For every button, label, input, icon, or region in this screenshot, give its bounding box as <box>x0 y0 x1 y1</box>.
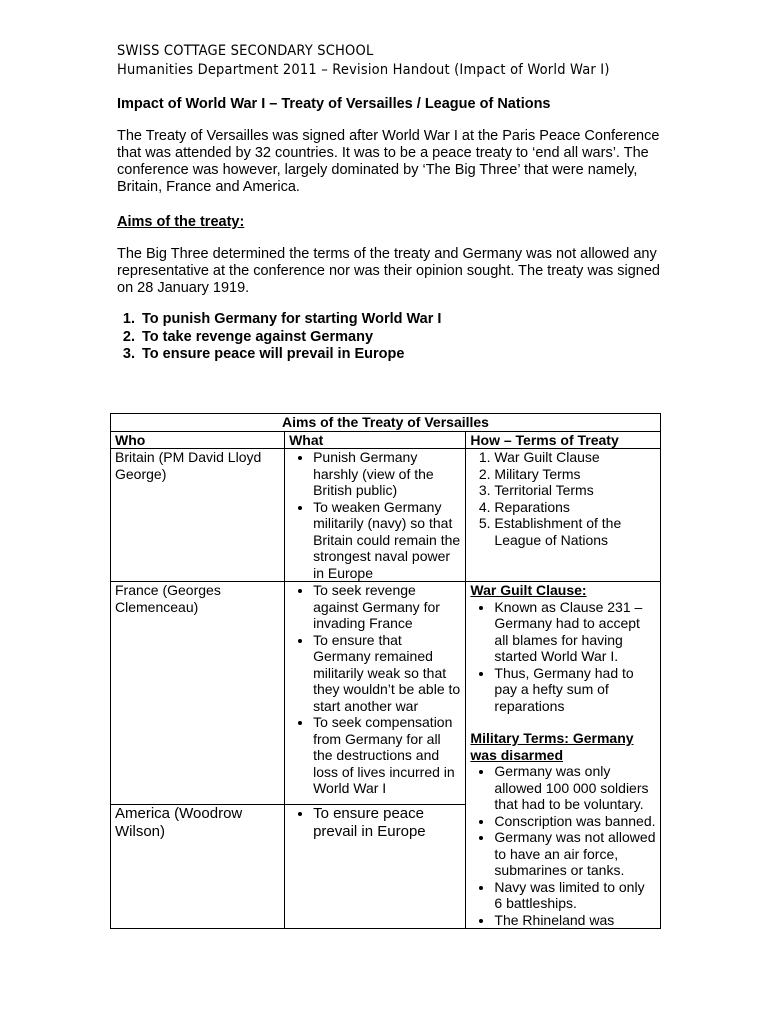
list-item: 4. Reparations <box>494 499 656 516</box>
table-caption: Aims of the Treaty of Versailles <box>111 414 661 432</box>
list-item: • Germany was not allowed to have an air force, submarines or tanks. <box>494 829 656 879</box>
table-row-france <box>111 582 661 805</box>
aims-heading: Aims of the treaty: <box>117 214 245 230</box>
aims-list <box>117 311 662 364</box>
page-title: Impact of World War I – Treaty of Versailles / League of Nations <box>117 96 551 112</box>
school-name: SWISS COTTAGE SECONDARY SCHOOL <box>117 43 374 59</box>
aim-item: 1. To punish Germany for starting World War I <box>139 311 662 329</box>
list-item: • Navy was limited to only 6 battleships. <box>494 879 656 912</box>
what-britain <box>285 449 466 582</box>
list-item: • To ensure that Germany remained militarily weak so that they wouldn’t be able to start another war <box>313 632 461 715</box>
war-guilt-heading: War Guilt Clause: <box>470 582 587 598</box>
aim-item: 3. To ensure peace will prevail in Europe <box>139 346 662 364</box>
intro-paragraph: The Treaty of Versailles was signed after World War I at the Paris Peace Conference that was attended by 32 countries. It was to be a peace treaty to ‘end all wars’. The conference was however, largely dominated by ‘The Big Three’ that were namely, Britain, France and America. <box>117 128 660 195</box>
what-america <box>285 805 466 929</box>
who-france: France (Georges Clemenceau) <box>111 582 285 805</box>
list-item: • Germany was only allowed 100 000 soldiers that had to be voluntary. <box>494 763 656 813</box>
aim-item: 2. To take revenge against Germany <box>139 329 662 347</box>
list-item: • The Rhineland was <box>494 912 656 929</box>
terms-details <box>466 582 661 929</box>
who-america: America (Woodrow Wilson) <box>111 805 285 929</box>
header-what: What <box>285 431 466 449</box>
document-page <box>117 42 662 364</box>
military-terms-heading: Military Terms: Germany was disarmed <box>470 730 634 763</box>
aims-table <box>110 413 661 929</box>
list-item: 1. War Guilt Clause <box>494 449 656 466</box>
list-item: • Punish Germany harshly (view of the British public) <box>313 449 461 499</box>
table-row-britain <box>111 449 661 582</box>
header-how: How – Terms of Treaty <box>466 431 661 449</box>
what-france <box>285 582 466 805</box>
list-item: • Thus, Germany had to pay a hefty sum of reparations <box>494 665 656 715</box>
list-item: • To ensure peace prevail in Europe <box>313 805 461 841</box>
list-item: • To weaken Germany militarily (navy) so that Britain could remain the strongest naval power in Europe <box>313 499 461 582</box>
aims-paragraph: The Big Three determined the terms of the treaty and Germany was not allowed any representative at the conference nor was their opinion sought. The treaty was signed on 28 January 1919. <box>117 246 660 296</box>
list-item: 2. Military Terms <box>494 466 656 483</box>
how-terms-list <box>466 449 661 582</box>
header-who: Who <box>111 431 285 449</box>
department-line: Humanities Department 2011 – Revision Handout (Impact of World War I) <box>117 62 610 78</box>
list-item: 5. Establishment of the League of Nations <box>494 515 656 548</box>
list-item: • To seek revenge against Germany for invading France <box>313 582 461 632</box>
list-item: • Known as Clause 231 – Germany had to accept all blames for having started World War I. <box>494 599 656 665</box>
list-item: • Conscription was banned. <box>494 813 656 830</box>
list-item: 3. Territorial Terms <box>494 482 656 499</box>
who-britain: Britain (PM David Lloyd George) <box>111 449 285 582</box>
list-item: • To seek compensation from Germany for all the destructions and loss of lives incurred in World War I <box>313 714 461 797</box>
